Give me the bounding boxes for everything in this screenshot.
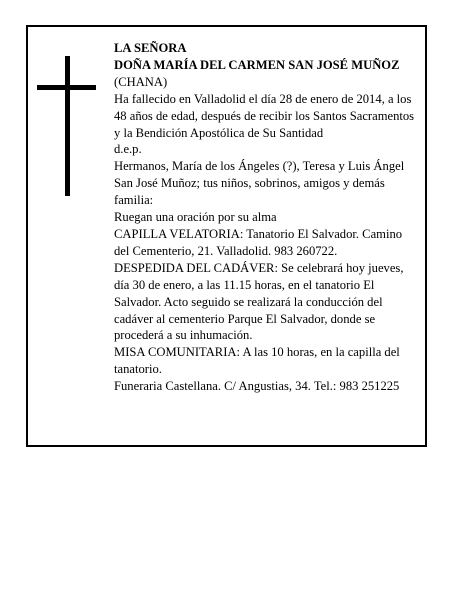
mass-info: MISA COMUNITARIA: A las 10 horas, en la capilla del tanatorio. bbox=[114, 345, 400, 377]
farewell-info: DESPEDIDA DEL CADÁVER: Se celebrará hoy jueves, día 30 de enero, a las 11.15 horas, en el tanatorio El Salvador. Acto seguido se realizará la conducción del cadáver al cementerio Parque El Salvador, donde se procederá a su inhumación. bbox=[114, 260, 404, 343]
notice-title: LA SEÑORA bbox=[114, 41, 187, 55]
death-announcement: Ha fallecido en Valladolid el día 28 de enero de 2014, a los 48 años de edad, después de recibir los Santos Sacramentos y la Bendición Apostólica de Su Santidad bbox=[114, 91, 415, 140]
deceased-name: DOÑA MARÍA DEL CARMEN SAN JOSÉ MUÑOZ bbox=[114, 57, 400, 72]
family-list: Hermanos, María de los Ángeles (?), Teresa y Luis Ángel San José Muñoz; tus niños, sobrinos, amigos y demás familia: bbox=[114, 159, 405, 208]
funeral-home-info: Funeraria Castellana. C/ Angustias, 34. Tel.: 983 251225 bbox=[114, 379, 400, 394]
cross-horizontal-bar bbox=[37, 85, 96, 90]
deceased-nickname: (CHANA) bbox=[114, 74, 168, 89]
rip-text: d.e.p. bbox=[114, 142, 142, 157]
obituary-text bbox=[114, 40, 420, 395]
chapel-info: CAPILLA VELATORIA: Tanatorio El Salvador. Camino del Cementerio, 21. Valladolid. 983 260722. bbox=[114, 226, 403, 258]
cross-vertical-bar bbox=[65, 56, 70, 196]
prayer-request: Ruegan una oración por su alma bbox=[114, 210, 277, 225]
